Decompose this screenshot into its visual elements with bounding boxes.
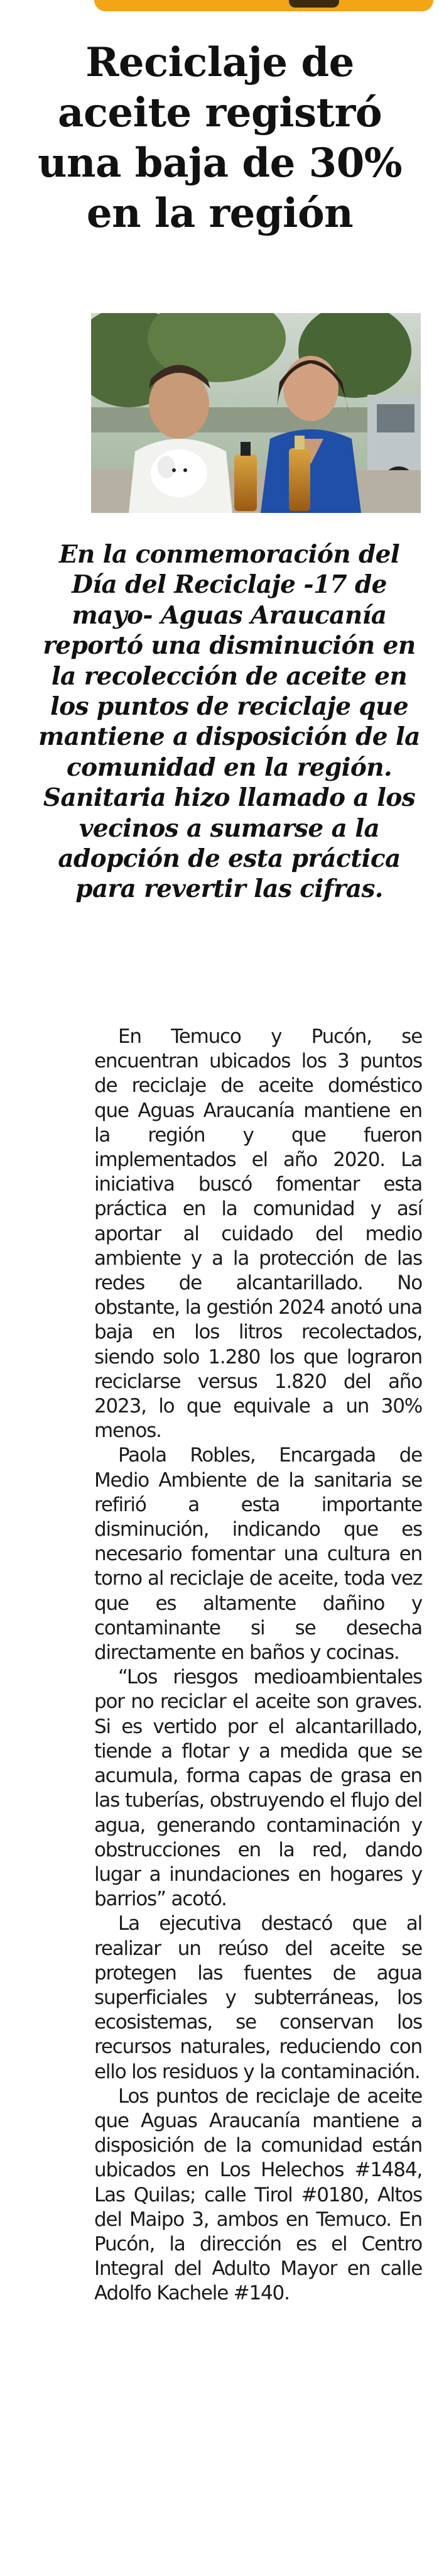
article-body bbox=[94, 1025, 422, 2306]
body-paragraph: Los puntos de reciclaje de aceite que Aguas Araucanía mantiene a disposición de la comunidad están ubicados en Los Helechos #1484, Las Quilas; calle Tirol #0180, Altos del Maipo 3, ambos en Temuco. En Pucón, la dirección es el Centro Integral del Adulto Mayor en calle Adolfo Kachele #140. bbox=[94, 2084, 422, 2305]
article-photo bbox=[91, 313, 421, 513]
section-tab bbox=[94, 0, 433, 11]
body-paragraph: Paola Robles, Encargada de Medio Ambiente de la sanitaria se refirió a esta importante disminución, indicando que es necesario fomentar una cultura en torno al reciclaje de aceite, toda vez que es altamente dañino y contaminante si se desecha directamente en baños y cocinas. bbox=[94, 1444, 422, 1665]
article-headline: Reciclaje de aceite registró una baja de 30% en la región bbox=[37, 39, 403, 237]
body-paragraph: La ejecutiva destacó que al realizar un reúso del aceite se protegen las fuentes de agua superficiales y subterráneas, los ecosistemas, se conservan los recursos naturales, reduciendo con ello los residuos y la contaminación. bbox=[94, 1912, 422, 2083]
body-paragraph: En Temuco y Pucón, se encuentran ubicados los 3 puntos de reciclaje de aceite doméstico que Aguas Araucanía mantiene en la región y que fueron implementados el año 2020. La iniciativa buscó fomentar esta práctica en la comunidad y así aportar al cuidado del medio ambiente y a la protección de las redes de alcantarillado. No obstante, la gestión 2024 anotó una baja en los litros recolectados, siendo solo 1.280 los que lograron reciclarse versus 1.820 del año 2023, lo que equivale a un 30% menos. bbox=[94, 1025, 422, 1443]
section-tab-mark bbox=[289, 0, 339, 8]
article-lead: En la conmemoración del Día del Reciclaje -17 de mayo- Aguas Araucanía reportó una disminución en la recolección de aceite en los puntos de reciclaje que mantiene a disposición de la comunidad en la región. Sanitaria hizo llamado a los vecinos a sumarse a la adopción de esta práctica para revertir las cifras. bbox=[38, 540, 420, 904]
body-paragraph: “Los riesgos medioambientales por no reciclar el aceite son graves. Si es vertido por el alcantarillado, tiende a flotar y a medida que se acumula, forma capas de grasa en las tuberías, obstruyendo el flujo del agua, generando contaminación y obstrucciones en la red, dando lugar a inundaciones en hogares y barrios” acotó. bbox=[94, 1666, 422, 1911]
